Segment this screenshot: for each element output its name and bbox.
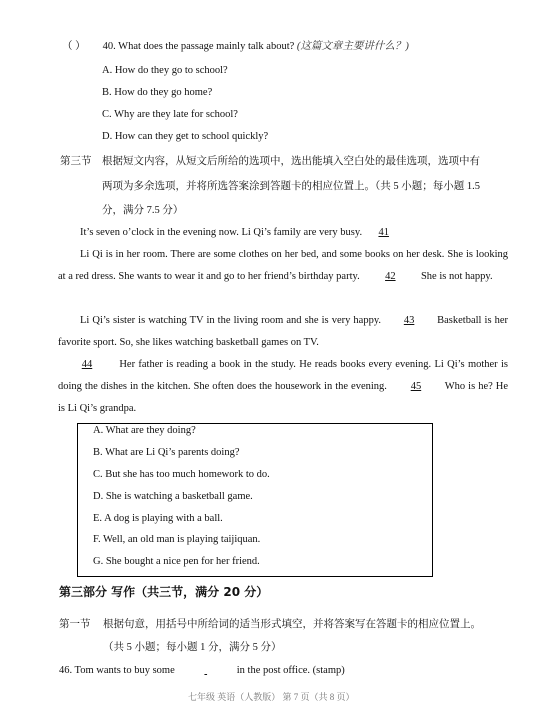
choice-e: E. A dog is playing with a ball. xyxy=(93,513,223,524)
passage-paragraph-2: Li Qi is in her room. There are some clothes on her bed, and some books on her desk. She is looking at a red dress. She wants to wear it and go to her friend’s birthday party. 42 She is not happy. xyxy=(58,244,508,288)
choice-d: D. She is watching a basketball game. xyxy=(93,491,253,502)
section-3-label: 第三节 xyxy=(60,156,92,167)
part-3-title: 第三部分 写作（共三节，满分 20 分） xyxy=(59,585,269,599)
passage-paragraph-4: 44 Her father is reading a book in the study. He reads books every evening. Li Qi’s mother is doing the dishes in the kitchen. She often does the housework in the evening. 45 Who is he? He is Li Qi’s grandpa. xyxy=(58,354,508,420)
answer-paren: （ ） xyxy=(62,41,86,52)
page-footer: 七年级 英语（人教版） 第 7 页（共 8 页） xyxy=(188,692,355,702)
blank-46 xyxy=(175,665,237,676)
choice-b: B. What are Li Qi’s parents doing? xyxy=(93,447,240,458)
option-b: B. How do they go home? xyxy=(102,87,213,98)
option-d: D. How can they get to school quickly? xyxy=(102,131,269,142)
blank-45: 45 xyxy=(410,381,422,392)
section-3-instruction-line1: 根据短文内容，从短文后所给的选项中，选出能填入空白处的最佳选项，选项中有 xyxy=(102,156,480,167)
choice-c: C. But she has too much homework to do. xyxy=(93,469,270,480)
blank-42: 42 xyxy=(385,271,396,282)
part-3-section-1-scoring: （共 5 小题；每小题 1 分，满分 5 分） xyxy=(103,642,282,653)
passage-paragraph-1: It’s seven o’clock in the evening now. Li Qi’s family are very busy. 41 xyxy=(58,222,508,244)
part-3-section-1-instruction: 根据句意，用括号中所给词的适当形式填空，并将答案写在答题卡的相应位置上。 xyxy=(103,619,481,630)
question-40-text: 40. What does the passage mainly talk about? xyxy=(102,41,295,52)
question-46: 46. Tom wants to buy some in the post office. (stamp) xyxy=(59,665,345,676)
section-3-instruction-line2: 两项为多余选项，并将所选答案涂到答题卡的相应位置上。（共 5 小题；每小题 1.5 xyxy=(102,181,480,192)
blank-44: 44 xyxy=(81,359,93,370)
option-c: C. Why are they late for school? xyxy=(102,109,238,120)
blank-43: 43 xyxy=(403,315,415,326)
blank-41: 41 xyxy=(378,227,389,238)
choice-f: F. Well, an old man is playing taijiquan. xyxy=(93,534,261,545)
part-3-section-1-label: 第一节 xyxy=(59,619,91,630)
section-3-instruction-line3: 分，满分 7.5 分） xyxy=(102,205,184,216)
option-a: A. How do they go to school? xyxy=(102,65,228,76)
passage-paragraph-3: Li Qi’s sister is watching TV in the living room and she is very happy. 43 Basketball is her favorite sport. So, she likes watching basketball games on TV. xyxy=(58,310,508,354)
choice-a: A. What are they doing? xyxy=(93,425,196,436)
question-40 xyxy=(62,38,409,53)
choice-g: G. She bought a nice pen for her friend. xyxy=(93,556,260,567)
choices-box xyxy=(77,423,433,577)
question-40-note: (这篇文章主要讲什么？) xyxy=(296,41,409,52)
